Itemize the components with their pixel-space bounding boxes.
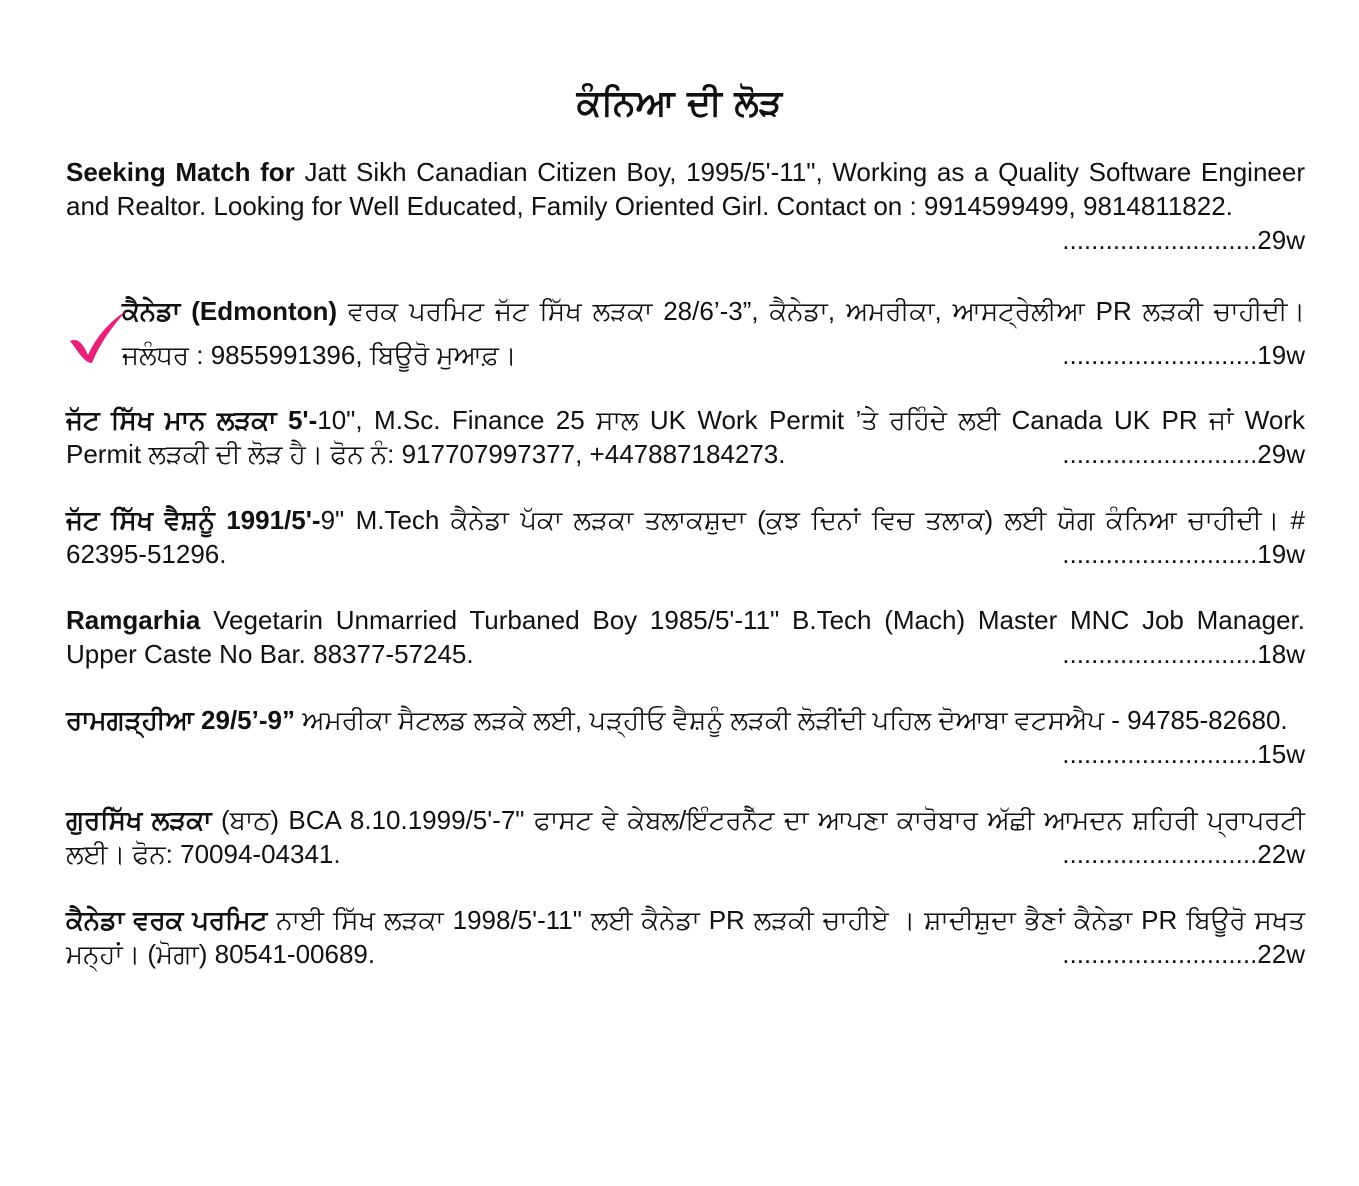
ad-item <box>66 903 1305 971</box>
ad-lead: ਰਾਮਗੜ੍ਹੀਆ 29/5’-9” <box>66 705 295 735</box>
ad-body: Vegetarin Unmarried Turbaned Boy 1985/5'-11" B.Tech (Mach) Master MNC Job Manager. Upper Caste No Bar. 88377-57245. <box>66 605 1305 669</box>
ad-lead: ਜੱਟ ਸਿੱਖ ਮਾਨ ਲੜਕਾ 5'- <box>66 405 318 435</box>
ad-lead: ਗੁਰਸਿੱਖ ਲੜਕਾ <box>66 805 212 835</box>
ad-lead: ਕੈਨੇਡਾ (Edmonton) <box>122 296 338 326</box>
ad-suffix: ...........................19w <box>1062 340 1305 370</box>
ad-item <box>66 803 1305 871</box>
ad-suffix: ...........................22w <box>1062 839 1305 869</box>
ad-item <box>66 703 1305 771</box>
ad-lead: Seeking Match for <box>66 157 295 187</box>
ad-lead: ਜੱਟ ਸਿੱਖ ਵੈਸ਼ਨੂੰ 1991/5'- <box>66 505 321 535</box>
ad-body: ਨਾਈ ਸਿੱਖ ਲੜਕਾ 1998/5'-11" ਲਈ ਕੈਨੇਡਾ PR ਲੜਕੀ ਚਾਹੀਏ । ਸ਼ਾਦੀਸ਼ੁਦਾ ਭੈਣਾਂ ਕੈਨੇਡਾ PR ਬਿਊਰੋ ਸਖਤ ਮਨ੍ਹਾਂ। (ਮੋਗਾ) 80541-00689. <box>66 905 1305 969</box>
ad-item <box>66 503 1305 571</box>
ad-lead: Ramgarhia <box>66 605 201 635</box>
ad-lead: ਕੈਨੇਡਾ ਵਰਕ ਪਰਮਿਟ <box>66 905 268 935</box>
ad-item <box>66 603 1305 671</box>
classified-ads-list <box>66 155 1305 1003</box>
ad-suffix: ...........................29w <box>1062 439 1305 469</box>
ad-item <box>66 403 1305 471</box>
checkmark-icon <box>66 307 128 365</box>
ad-suffix: ...........................15w <box>1062 739 1305 769</box>
ad-suffix: ...........................18w <box>1062 639 1305 669</box>
ad-item <box>66 155 1305 257</box>
page-title: ਕੰਨਿਆ ਦੀ ਲੋੜ <box>576 83 783 124</box>
ad-body: 9" M.Tech ਕੈਨੇਡਾ ਪੱਕਾ ਲੜਕਾ ਤਲਾਕਸ਼ੁਦਾ (ਕੁਝ ਦਿਨਾਂ ਵਿਚ ਤਲਾਕ) ਲਈ ਯੋਗ ਕੰਨਿਆ ਚਾਹੀਦੀ। # 62395-51296. <box>66 505 1306 569</box>
ad-body: (ਬਾਠ) BCA 8.10.1999/5'-7" ਫਾਸਟ ਵੇ ਕੇਬਲ/ਇੰਟਰਨੈੱਟ ਦਾ ਆਪਣਾ ਕਾਰੋਬਾਰ ਅੱਛੀ ਆਮਦਨ ਸ਼ਹਿਰੀ ਪ੍ਰਾਪਰਟੀ ਲਈ। ਫੋਨ: 70094-04341. <box>66 805 1305 869</box>
ad-body: ਅਮਰੀਕਾ ਸੈਟਲਡ ਲੜਕੇ ਲਈ, ਪੜ੍ਹੀਓ ਵੈਸ਼ਨੂੰ ਲੜਕੀ ਲੋੜੀਂਦੀ ਪਹਿਲ ਦੋਆਬਾ ਵਟਸਐਪ - 94785-82680. <box>295 705 1288 735</box>
ad-body: 10", M.Sc. Finance 25 ਸਾਲ UK Work Permit ’ਤੇ ਰਹਿੰਦੇ ਲਈ Canada UK PR ਜਾਂ Work Permit ਲੜਕੀ ਦੀ ਲੋੜ ਹੈ। ਫੋਨ ਨੰ: 917707997377, +447887184273. <box>66 405 1305 469</box>
ad-body: Jatt Sikh Canadian Citizen Boy, 1995/5'-11", Working as a Quality Software Engineer and Realtor. Looking for Well Educated, Family Oriented Girl. Contact on : 9914599499, 9814811822. <box>66 157 1305 221</box>
ad-suffix: ...........................19w <box>1062 539 1305 569</box>
ad-body: ਵਰਕ ਪਰਮਿਟ ਜੱਟ ਸਿੱਖ ਲੜਕਾ 28/6’-3”, ਕੈਨੇਡਾ, ਅਮਰੀਕਾ, ਆਸਟ੍ਰੇਲੀਆ PR ਲੜਕੀ ਚਾਹੀਦੀ। ਜਲੰਧਰ : 9855991396, ਬਿਊਰੋ ਮੁਆਫ਼। <box>122 296 1305 370</box>
ad-suffix: ...........................29w <box>1062 225 1305 255</box>
ad-suffix: ...........................22w <box>1062 939 1305 969</box>
ad-item <box>66 289 1305 377</box>
